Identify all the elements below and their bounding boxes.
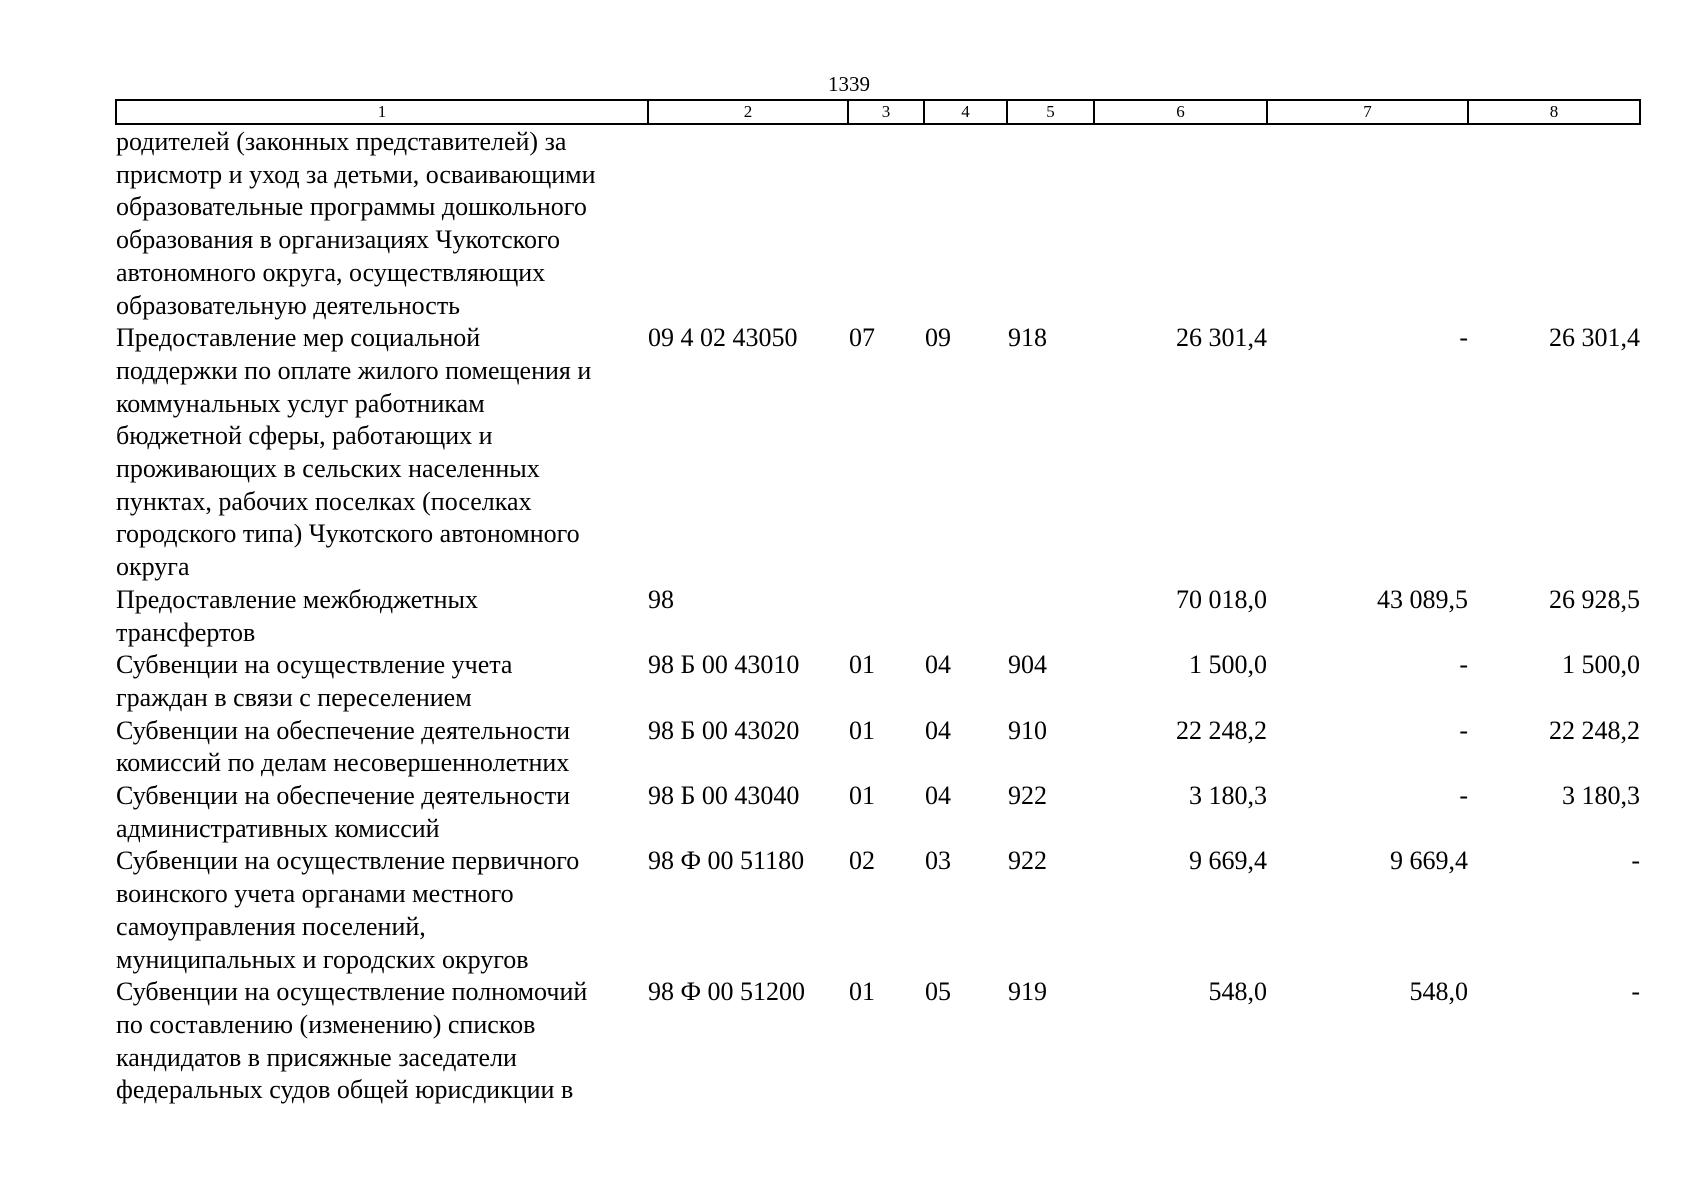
column-number-1: 1	[116, 100, 648, 124]
regional-amount-cell: -	[1631, 977, 1640, 1007]
description-cell	[116, 649, 648, 714]
description-line: присмотр и уход за детьми, осваивающими	[116, 159, 596, 189]
federal-amount-cell: -	[1459, 323, 1468, 353]
description-line: административных комиссий	[116, 813, 440, 843]
total-amount-cell: 548,0	[1208, 977, 1267, 1007]
total-amount-cell: 22 248,2	[1176, 715, 1267, 745]
ministry-cell: 910	[1008, 715, 1047, 745]
budget-code-cell: 98	[648, 584, 674, 614]
description-cell	[116, 780, 648, 845]
section-cell	[848, 124, 924, 322]
regional-amount-cell: 26 928,5	[1549, 584, 1640, 614]
federal-amount-cell: -	[1459, 781, 1468, 811]
description-line: воинского учета органами местного	[116, 879, 514, 909]
page-number: 1339	[828, 72, 870, 96]
table-row	[116, 584, 1640, 649]
budget-code-cell: 98 Ф 00 51200	[648, 977, 806, 1007]
column-number-row	[116, 100, 1640, 124]
budget-code-cell: 98 Б 00 43040	[648, 781, 800, 811]
federal-amount-cell: -	[1459, 650, 1468, 680]
budget-code-cell: 98 Б 00 43020	[648, 715, 800, 745]
budget-code-cell: 98 Ф 00 51180	[648, 846, 805, 876]
section-cell: 01	[849, 650, 875, 680]
section-cell: 07	[849, 323, 875, 353]
table-row	[116, 976, 1640, 1107]
federal-amount-cell	[1267, 124, 1468, 322]
description-line: Предоставление мер социальной	[116, 323, 481, 353]
description-line: самоуправления поселений,	[116, 911, 426, 941]
description-line: Субвенции на обеспечение деятельности	[116, 715, 571, 745]
description-line: федеральных судов общей юрисдикции в	[116, 1075, 574, 1105]
description-line: образования в организациях Чукотского	[116, 225, 560, 255]
federal-amount-cell: 43 089,5	[1377, 584, 1468, 614]
description-line: проживающих в сельских населенных	[116, 454, 540, 484]
description-line: Субвенции на осуществление полномочий	[116, 977, 588, 1007]
description-line: кандидатов в присяжные заседатели	[116, 1042, 517, 1072]
budget-code-cell	[648, 124, 848, 322]
subsection-cell	[924, 124, 1007, 322]
ministry-cell: 922	[1008, 781, 1047, 811]
table-body	[116, 124, 1640, 1107]
ministry-cell: 922	[1008, 846, 1047, 876]
ministry-cell: 904	[1008, 650, 1047, 680]
description-line: трансфертов	[116, 617, 256, 647]
column-number-3: 3	[848, 100, 924, 124]
section-cell: 01	[849, 781, 875, 811]
table-row	[116, 780, 1640, 845]
description-cell	[116, 715, 648, 780]
description-line: родителей (законных представителей) за	[116, 127, 567, 156]
table-row	[116, 322, 1640, 584]
section-cell: 01	[849, 977, 875, 1007]
description-line: Предоставление межбюджетных	[116, 584, 479, 614]
section-cell	[848, 584, 924, 649]
column-number-8: 8	[1468, 100, 1640, 124]
total-amount-cell: 1 500,0	[1189, 650, 1267, 680]
description-line: городского типа) Чукотского автономного	[116, 519, 580, 549]
subsection-cell: 04	[925, 715, 951, 745]
total-amount-cell	[1094, 124, 1267, 322]
description-line: округа	[116, 552, 190, 582]
description-cell	[116, 124, 648, 322]
description-cell	[116, 584, 648, 649]
description-line: бюджетной сферы, работающих и	[116, 421, 493, 451]
federal-amount-cell: -	[1459, 715, 1468, 745]
column-number-5: 5	[1007, 100, 1094, 124]
description-line: образовательную деятельность	[116, 290, 461, 320]
total-amount-cell: 26 301,4	[1176, 323, 1267, 353]
ministry-cell	[1007, 584, 1094, 649]
column-number-4: 4	[924, 100, 1007, 124]
section-cell: 02	[849, 846, 875, 876]
table-row	[116, 715, 1640, 780]
table-header	[116, 100, 1640, 124]
ministry-cell: 918	[1008, 323, 1047, 353]
regional-amount-cell: 1 500,0	[1562, 650, 1640, 680]
regional-amount-cell: -	[1631, 846, 1640, 876]
description-cell	[116, 976, 648, 1107]
table-row	[116, 649, 1640, 714]
total-amount-cell: 70 018,0	[1176, 584, 1267, 614]
description-cell	[116, 845, 648, 976]
ministry-cell: 919	[1008, 977, 1047, 1007]
table-row	[116, 845, 1640, 976]
description-line: поддержки по оплате жилого помещения и	[116, 355, 592, 385]
description-line: пунктах, рабочих поселках (поселках	[116, 486, 532, 516]
column-number-6: 6	[1094, 100, 1267, 124]
regional-amount-cell: 22 248,2	[1549, 715, 1640, 745]
section-cell: 01	[849, 715, 875, 745]
description-line: граждан в связи с переселением	[116, 682, 472, 712]
description-line: коммунальных услуг работникам	[116, 388, 485, 418]
column-number-7: 7	[1267, 100, 1468, 124]
description-line: муниципальных и городских округов	[116, 944, 529, 974]
total-amount-cell: 3 180,3	[1189, 781, 1267, 811]
description-line: Субвенции на осуществление первичного	[116, 846, 580, 876]
subsection-cell: 05	[925, 977, 951, 1007]
total-amount-cell: 9 669,4	[1189, 846, 1267, 876]
description-cell	[116, 322, 648, 584]
regional-amount-cell	[1468, 124, 1640, 322]
column-number-2: 2	[648, 100, 848, 124]
subsection-cell: 03	[925, 846, 951, 876]
budget-code-cell: 09 4 02 43050	[648, 323, 798, 353]
federal-amount-cell: 548,0	[1409, 977, 1468, 1007]
ministry-cell	[1007, 124, 1094, 322]
table-row	[116, 124, 1640, 322]
subsection-cell: 09	[925, 323, 951, 353]
description-line: комиссий по делам несовершеннолетних	[116, 748, 570, 778]
budget-code-cell: 98 Б 00 43010	[648, 650, 800, 680]
regional-amount-cell: 26 301,4	[1549, 323, 1640, 353]
subsection-cell: 04	[925, 781, 951, 811]
description-line: Субвенции на осуществление учета	[116, 650, 513, 680]
regional-amount-cell: 3 180,3	[1562, 781, 1640, 811]
description-line: Субвенции на обеспечение деятельности	[116, 781, 571, 811]
federal-amount-cell: 9 669,4	[1390, 846, 1468, 876]
description-line: автономного округа, осуществляющих	[116, 257, 546, 287]
description-line: по составлению (изменению) списков	[116, 1009, 536, 1039]
budget-table	[115, 99, 1641, 1107]
description-line: образовательные программы дошкольного	[116, 192, 587, 222]
subsection-cell	[924, 584, 1007, 649]
subsection-cell: 04	[925, 650, 951, 680]
